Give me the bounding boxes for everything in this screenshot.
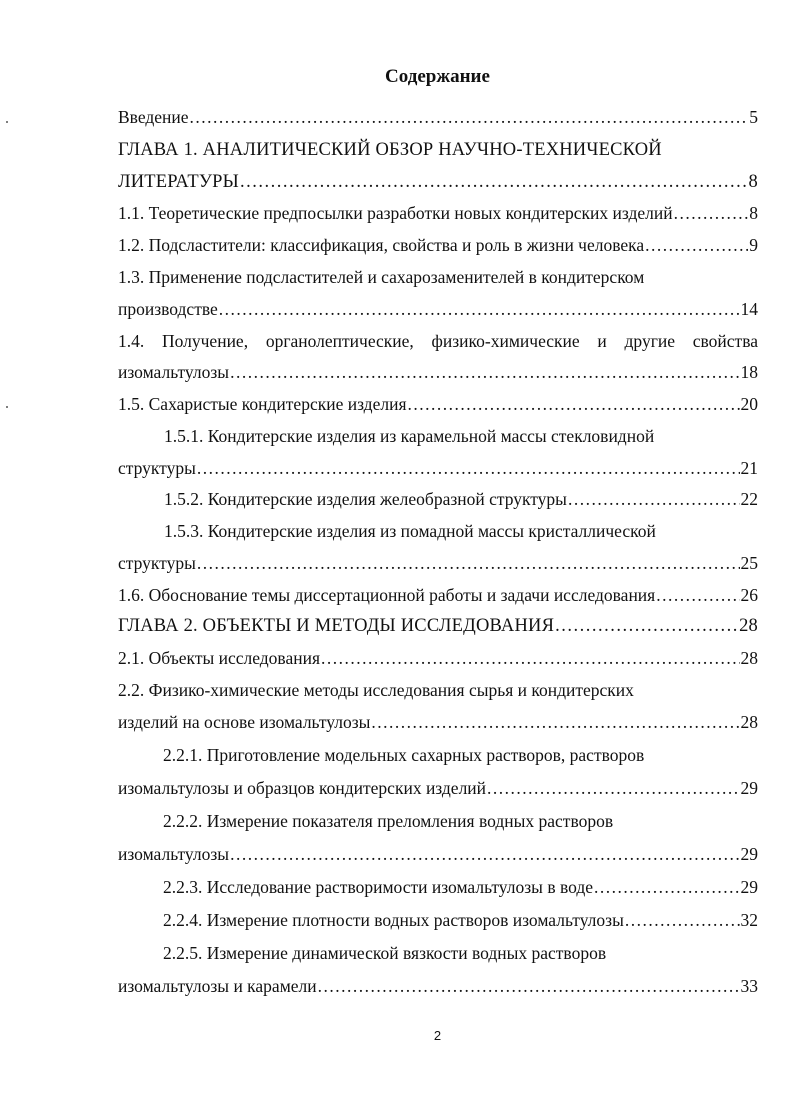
toc-entry[interactable]	[118, 137, 758, 163]
toc-entry-text: 2.2. Физико-химические методы исследования сырья и кондитерских	[118, 680, 634, 700]
toc-entry-page: 32	[740, 910, 758, 930]
toc-entry[interactable]	[118, 907, 758, 933]
toc-entry[interactable]	[118, 742, 758, 768]
leader-dots	[230, 359, 739, 385]
toc-entry-text: 1.5.1. Кондитерские изделия из карамельной массы стекловидной	[164, 426, 655, 446]
toc-entry[interactable]	[118, 940, 758, 966]
toc-entry[interactable]	[118, 645, 758, 671]
toc-entry-text: изомальтулозы	[118, 362, 230, 382]
toc-entry-page: 26	[740, 585, 758, 605]
toc-entry-text: 2.2.1. Приготовление модельных сахарных растворов, растворов	[163, 745, 645, 765]
leader-dots	[190, 104, 749, 130]
toc-entry-page: 21	[740, 458, 758, 478]
toc-entry[interactable]	[118, 200, 758, 226]
toc-entry-text: производстве	[118, 299, 218, 319]
toc-entry-page: 29	[740, 778, 758, 798]
leader-dots	[656, 582, 739, 608]
toc-entry[interactable]	[118, 841, 758, 867]
toc-entry-text: ГЛАВА 1. АНАЛИТИЧЕСКИЙ ОБЗОР НАУЧНО-ТЕХНИЧЕСКОЙ	[118, 140, 662, 160]
leader-dots	[594, 874, 739, 900]
toc-entry[interactable]	[118, 391, 758, 417]
page-number: 2	[433, 1028, 442, 1043]
toc-entry-text: 1.6. Обоснование темы диссертационной работы и задачи исследования	[118, 585, 656, 605]
toc-entry-page: 18	[740, 362, 758, 382]
toc-entry-text: 1.1. Теоретические предпосылки разработки новых кондитерских изделий	[118, 203, 673, 223]
toc-entry-page: 28	[740, 648, 758, 668]
leader-dots	[318, 973, 740, 999]
toc-entry-text: 2.1. Объекты исследования	[118, 648, 321, 668]
toc-entry-text: изомальтулозы и карамели	[118, 976, 317, 996]
toc-entry-text: ГЛАВА 2. ОБЪЕКТЫ И МЕТОДЫ ИССЛЕДОВАНИЯ	[118, 616, 555, 636]
toc-entry[interactable]	[118, 264, 758, 290]
toc-entry-text: 1.5.2. Кондитерские изделия желеобразной структуры	[164, 489, 567, 509]
toc-entry[interactable]	[118, 296, 758, 322]
toc-entry-page: 8	[748, 172, 758, 192]
leader-dots	[645, 232, 748, 258]
leader-dots	[568, 486, 740, 512]
leader-dots	[371, 709, 739, 735]
leader-dots	[487, 775, 739, 801]
toc-entry[interactable]	[118, 613, 758, 639]
page-title: Содержание	[385, 66, 490, 87]
toc-entry-text: изомальтулозы	[118, 844, 230, 864]
toc-entry[interactable]	[118, 104, 758, 130]
toc-entry-page: 25	[740, 553, 758, 573]
toc-entry-text: структуры	[118, 553, 196, 573]
toc-entry-page: 28	[739, 616, 758, 636]
toc-entry[interactable]	[118, 808, 758, 834]
leader-dots	[321, 645, 739, 671]
scan-speck	[6, 406, 8, 408]
toc-entry-page: 20	[740, 394, 758, 414]
toc-entry-text: 2.2.5. Измерение динамической вязкости водных растворов	[163, 943, 607, 963]
toc-entry-text: 1.5. Сахаристые кондитерские изделия	[118, 394, 407, 414]
toc-entry-text: 1.3. Применение подсластителей и сахарозаменителей в кондитерском	[118, 267, 645, 287]
toc-entry-text: изделий на основе изомальтулозы	[118, 712, 371, 732]
toc-entry-page: 14	[740, 299, 758, 319]
toc-entry-page: 28	[740, 712, 758, 732]
toc-entry[interactable]	[118, 582, 758, 608]
leader-dots	[240, 169, 748, 195]
toc-entry[interactable]	[118, 486, 758, 512]
toc-entry-page: 29	[740, 844, 758, 864]
toc-entry-page: 33	[740, 976, 758, 996]
toc-entry[interactable]	[118, 232, 758, 258]
toc-entry-text: Введение	[118, 107, 189, 127]
toc-entry[interactable]	[118, 709, 758, 735]
toc-entry[interactable]	[118, 874, 758, 900]
toc-entry-text: 2.2.4. Измерение плотности водных растворов изомальтулозы	[163, 910, 624, 930]
toc-entry[interactable]	[118, 775, 758, 801]
toc-entry-page: 22	[740, 489, 758, 509]
toc-entry-text: 2.2.2. Измерение показателя преломления водных растворов	[163, 811, 614, 831]
scan-speck	[6, 121, 8, 123]
toc-entry[interactable]	[118, 359, 758, 385]
toc-entry-text: 2.2.3. Исследование растворимости изомальтулозы в воде	[163, 877, 594, 897]
toc-entry[interactable]	[118, 169, 758, 195]
toc-entry[interactable]	[118, 677, 758, 703]
toc-entry[interactable]	[118, 423, 758, 449]
leader-dots	[555, 613, 738, 639]
toc-entry-page: 8	[749, 203, 758, 223]
toc-entry[interactable]	[118, 973, 758, 999]
leader-dots	[230, 841, 739, 867]
toc-entry[interactable]	[118, 518, 758, 544]
toc-entry[interactable]	[118, 550, 758, 576]
toc-entry-text: 1.4. Получение, органолептические, физико-химические и другие свойства	[118, 331, 758, 351]
leader-dots	[625, 907, 740, 933]
toc-entry-text: 1.5.3. Кондитерские изделия из помадной массы кристаллической	[164, 521, 656, 541]
toc-entry[interactable]	[118, 455, 758, 481]
toc-entry-text: ЛИТЕРАТУРЫ	[118, 172, 239, 192]
toc-entry-page: 5	[749, 107, 758, 127]
leader-dots	[197, 455, 740, 481]
leader-dots	[408, 391, 740, 417]
toc-entry-text: 1.2. Подсластители: классификация, свойства и роль в жизни человека	[118, 235, 645, 255]
toc-entry-text: структуры	[118, 458, 196, 478]
leader-dots	[197, 550, 740, 576]
toc-entry-page: 9	[749, 235, 758, 255]
toc-entry-text: изомальтулозы и образцов кондитерских изделий	[118, 778, 487, 798]
toc-entry-page: 29	[740, 877, 758, 897]
toc-entry[interactable]	[118, 328, 758, 354]
leader-dots	[674, 200, 749, 226]
leader-dots	[219, 296, 740, 322]
